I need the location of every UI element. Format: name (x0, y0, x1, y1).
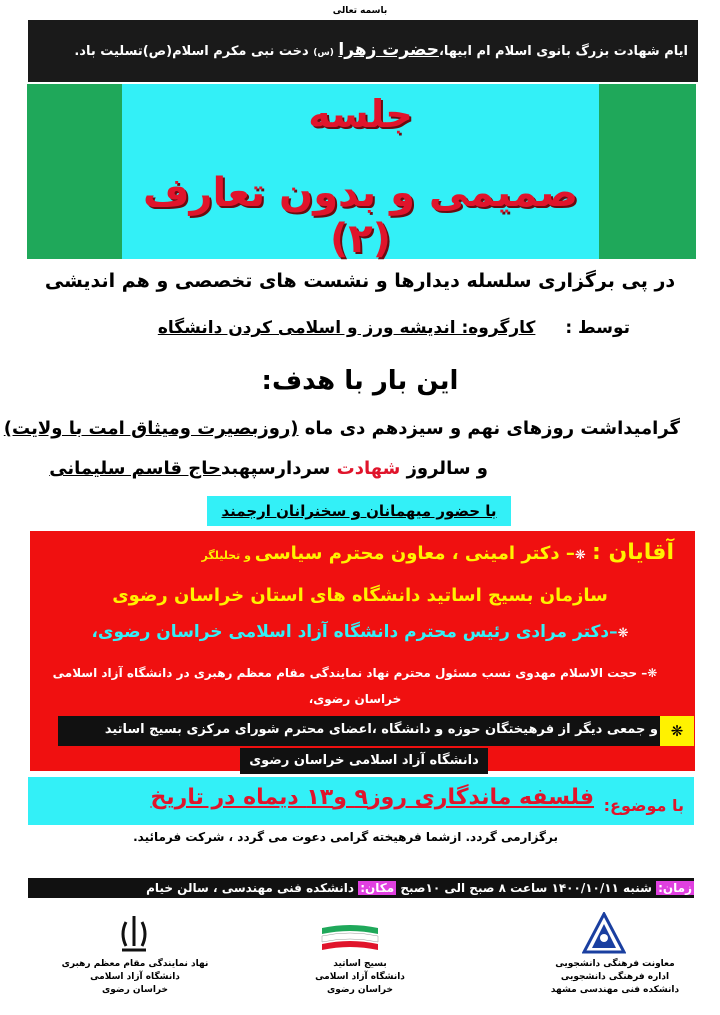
org-right-line: اداره فرهنگی دانشجویی (560, 972, 670, 982)
goal-line-2-martyrdom: شهادت (336, 458, 401, 479)
star-icon: ❋ (660, 716, 694, 746)
speaker-2 (0, 622, 720, 642)
org-right-line: دانشکده فنی مهندسی مشهد (550, 985, 680, 995)
organizer-row (158, 318, 630, 338)
star-icon: ❋ (617, 626, 629, 641)
place-label: مکان: (360, 881, 395, 895)
invitation-text: برگزارمی گردد. ازشما فرهیخته گرامی دعوت می گردد ، شرکت فرمائید. (133, 830, 558, 844)
org-left-line: نهاد نمایندگی مقام معظم رهبری (61, 959, 209, 969)
speaker-4-continued: دانشگاه آزاد اسلامی خراسان رضوی (240, 748, 488, 774)
org-right (540, 958, 690, 997)
goal-line-1 (4, 418, 680, 439)
topic-text: فلسفه ماندگاری روز۹ و۱۳ دیماه در تاریخ (150, 785, 594, 810)
speaker-1-org: سازمان بسیج اساتید دانشگاه های استان خراسان رضوی (112, 585, 608, 606)
condolence-banner (28, 20, 698, 82)
place-value: دانشکده فنی مهندسی ، سالن خیام (146, 881, 359, 895)
star-icon: ❋ (647, 666, 658, 680)
time-value: شنبه ۱۴۰۰/۱۰/۱۱ ساعت ۸ صبح الی ۱۰صبح (396, 881, 657, 895)
speakers-lead: آقایان : (592, 540, 674, 565)
org-left-line: دانشگاه آزاد اسلامی (90, 972, 180, 982)
intro-text: در پی برگزاری سلسله دیدارها و نشست های تخصصی و هم اندیشی (44, 270, 676, 292)
guests-banner: با حضور میهمانان و سخنرانان ارجمند (207, 496, 511, 526)
speaker-1-role: و تحلیلگر (201, 549, 255, 562)
goal-line-1-text: گرامیداشت روزهای نهم و سیزدهم دی ماه (298, 418, 680, 439)
condolence-s: (س) (313, 48, 334, 58)
org-mid-line: دانشگاه آزاد اسلامی (315, 972, 405, 982)
goal-line-2-text: و سالروز (400, 458, 488, 479)
speaker-2-name: –دکتر مرادی رئیس محترم دانشگاه آزاد اسلامی خراسان رضوی، (91, 622, 618, 642)
org-right-line: معاونت فرهنگی دانشجویی (555, 959, 675, 969)
condolence-part2: دخت نبی مکرم اسلام(ص)تسلیت باد. (74, 44, 314, 59)
org-left (60, 958, 210, 997)
star-icon: ❋ (574, 548, 586, 563)
goal-line-2-name: حاج قاسم سلیمانی (49, 458, 221, 479)
org-left-line: خراسان رضوی (102, 985, 168, 995)
speaker-3 (40, 660, 670, 712)
title-line-1: جلسه (308, 92, 413, 136)
org-middle (280, 958, 440, 997)
basij-logo-icon (318, 920, 382, 954)
emblem-icon (116, 912, 152, 956)
speaker-4: و جمعی دیگر از فرهیختگان حوزه و دانشگاه ،اعضای محترم شورای مرکزی بسیج اساتید (104, 722, 658, 737)
speaker-1-name: – دکتر امینی ، معاون محترم سیاسی (254, 543, 575, 564)
event-info-bar (28, 878, 694, 898)
topic-label: با موضوع: (603, 796, 684, 815)
university-logo-icon (582, 912, 626, 956)
goal-line-1-highlight: (روزبصیرت ومیثاق امت با ولایت) (3, 418, 299, 439)
speaker-3-name: – حجت الاسلام مهدوی نسب مسئول محترم نهاد نمایندگی مقام معظم رهبری در دانشگاه آزاد اسلامی خراسان رضوی، (52, 666, 648, 706)
time-label: زمان: (658, 881, 692, 895)
title-line-2: صمیمی و بدون تعارف (۲) (143, 170, 578, 262)
organizer-label: توسط : (565, 318, 630, 338)
org-mid-line: بسیج اساتید (333, 959, 387, 969)
goal-line-2 (49, 458, 488, 479)
condolence-name: حضرت زهرا (338, 40, 439, 60)
condolence-part1: ایام شهادت بزرگ بانوی اسلام ام ابیها، (438, 44, 688, 59)
speaker-1 (201, 540, 674, 565)
organizer-value: کارگروه: اندیشه ورز و اسلامی کردن دانشگاه (157, 318, 536, 338)
bismillah-heading: باسمه تعالی (332, 6, 388, 16)
goal-heading: این بار با هدف: (261, 366, 459, 396)
goal-line-2-rank: سردارسپهبد (221, 458, 337, 479)
org-mid-line: خراسان رضوی (327, 985, 393, 995)
